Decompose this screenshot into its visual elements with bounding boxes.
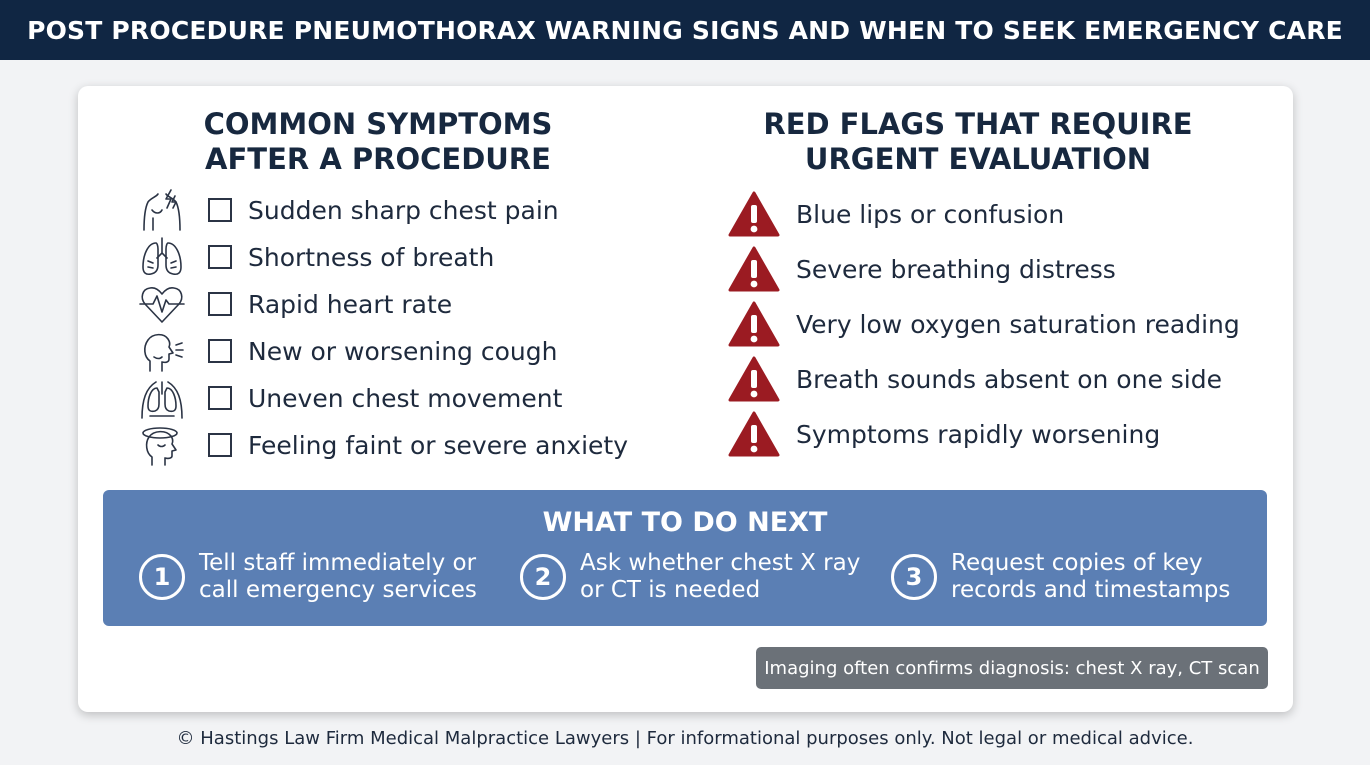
warning-icon [728,245,780,293]
symptoms-heading-line1: COMMON SYMPTOMS [203,107,553,141]
next-steps-panel [103,490,1267,626]
red-flag-item [728,245,1248,293]
red-flag-label: Very low oxygen saturation reading [796,309,1240,339]
next-step [139,550,477,604]
symptom-label: Feeling faint or severe anxiety [248,430,629,460]
torso-lungs-icon [138,376,190,420]
cough-icon [138,329,190,373]
step-number-badge: 2 [520,554,566,600]
warning-icon [728,190,780,238]
red-flag-item [728,190,1248,238]
lungs-icon [138,235,190,279]
step-text-line1: Tell staff immediately or [199,550,477,576]
dizzy-head-icon [138,423,190,467]
symptom-checkbox[interactable] [208,386,232,410]
symptom-label: Rapid heart rate [248,289,453,319]
next-step [520,550,860,604]
symptom-checkbox[interactable] [208,339,232,363]
symptom-label: Sudden sharp chest pain [248,195,559,225]
symptom-item [138,423,658,467]
page-title: POST PROCEDURE PNEUMOTHORAX WARNING SIGNS AND WHEN TO SEEK EMERGENCY CARE [27,15,1343,45]
symptom-item [138,188,658,232]
symptom-checkbox[interactable] [208,198,232,222]
red-flags-heading-line2: URGENT EVALUATION [804,142,1152,176]
step-number-badge: 3 [891,554,937,600]
symptom-checkbox[interactable] [208,292,232,316]
symptom-label: Shortness of breath [248,242,495,272]
symptom-checkbox[interactable] [208,245,232,269]
step-text [951,550,1230,604]
next-step [891,550,1230,604]
red-flag-label: Breath sounds absent on one side [796,364,1222,394]
symptom-item [138,235,658,279]
red-flag-label: Symptoms rapidly worsening [796,419,1161,449]
next-steps-title: WHAT TO DO NEXT [542,507,828,538]
step-text-line2: call emergency services [199,577,477,603]
heartbeat-icon [138,282,190,326]
symptom-checkbox[interactable] [208,433,232,457]
page-banner [0,0,1370,60]
step-text-line2: records and timestamps [951,577,1231,603]
red-flag-item [728,410,1248,458]
imaging-note: Imaging often confirms diagnosis: chest X ray, CT scan [756,647,1268,689]
footer-disclaimer: © Hastings Law Firm Medical Malpractice Lawyers | For informational purposes only. Not legal or medical advice. [176,728,1194,749]
step-text [199,550,477,604]
warning-icon [728,410,780,458]
step-text-line2: or CT is needed [580,577,761,603]
step-text-line1: Request copies of key [951,550,1203,576]
step-text [580,550,860,604]
step-text-line1: Ask whether chest X ray [580,550,861,576]
symptom-item [138,329,658,373]
red-flag-label: Severe breathing distress [796,254,1116,284]
step-number-badge: 1 [139,554,185,600]
symptom-item [138,376,658,420]
symptoms-heading-line2: AFTER A PROCEDURE [205,142,551,176]
red-flag-item [728,355,1248,403]
red-flags-heading [728,107,1228,177]
red-flag-item [728,300,1248,348]
symptoms-heading [168,107,588,177]
warning-icon [728,355,780,403]
red-flags-heading-line1: RED FLAGS THAT REQUIRE [763,107,1193,141]
warning-icon [728,300,780,348]
symptom-item [138,282,658,326]
symptom-label: New or worsening cough [248,336,558,366]
symptom-label: Uneven chest movement [248,383,563,413]
chest-pain-icon [138,188,190,232]
info-card [78,86,1293,712]
red-flag-label: Blue lips or confusion [796,199,1065,229]
